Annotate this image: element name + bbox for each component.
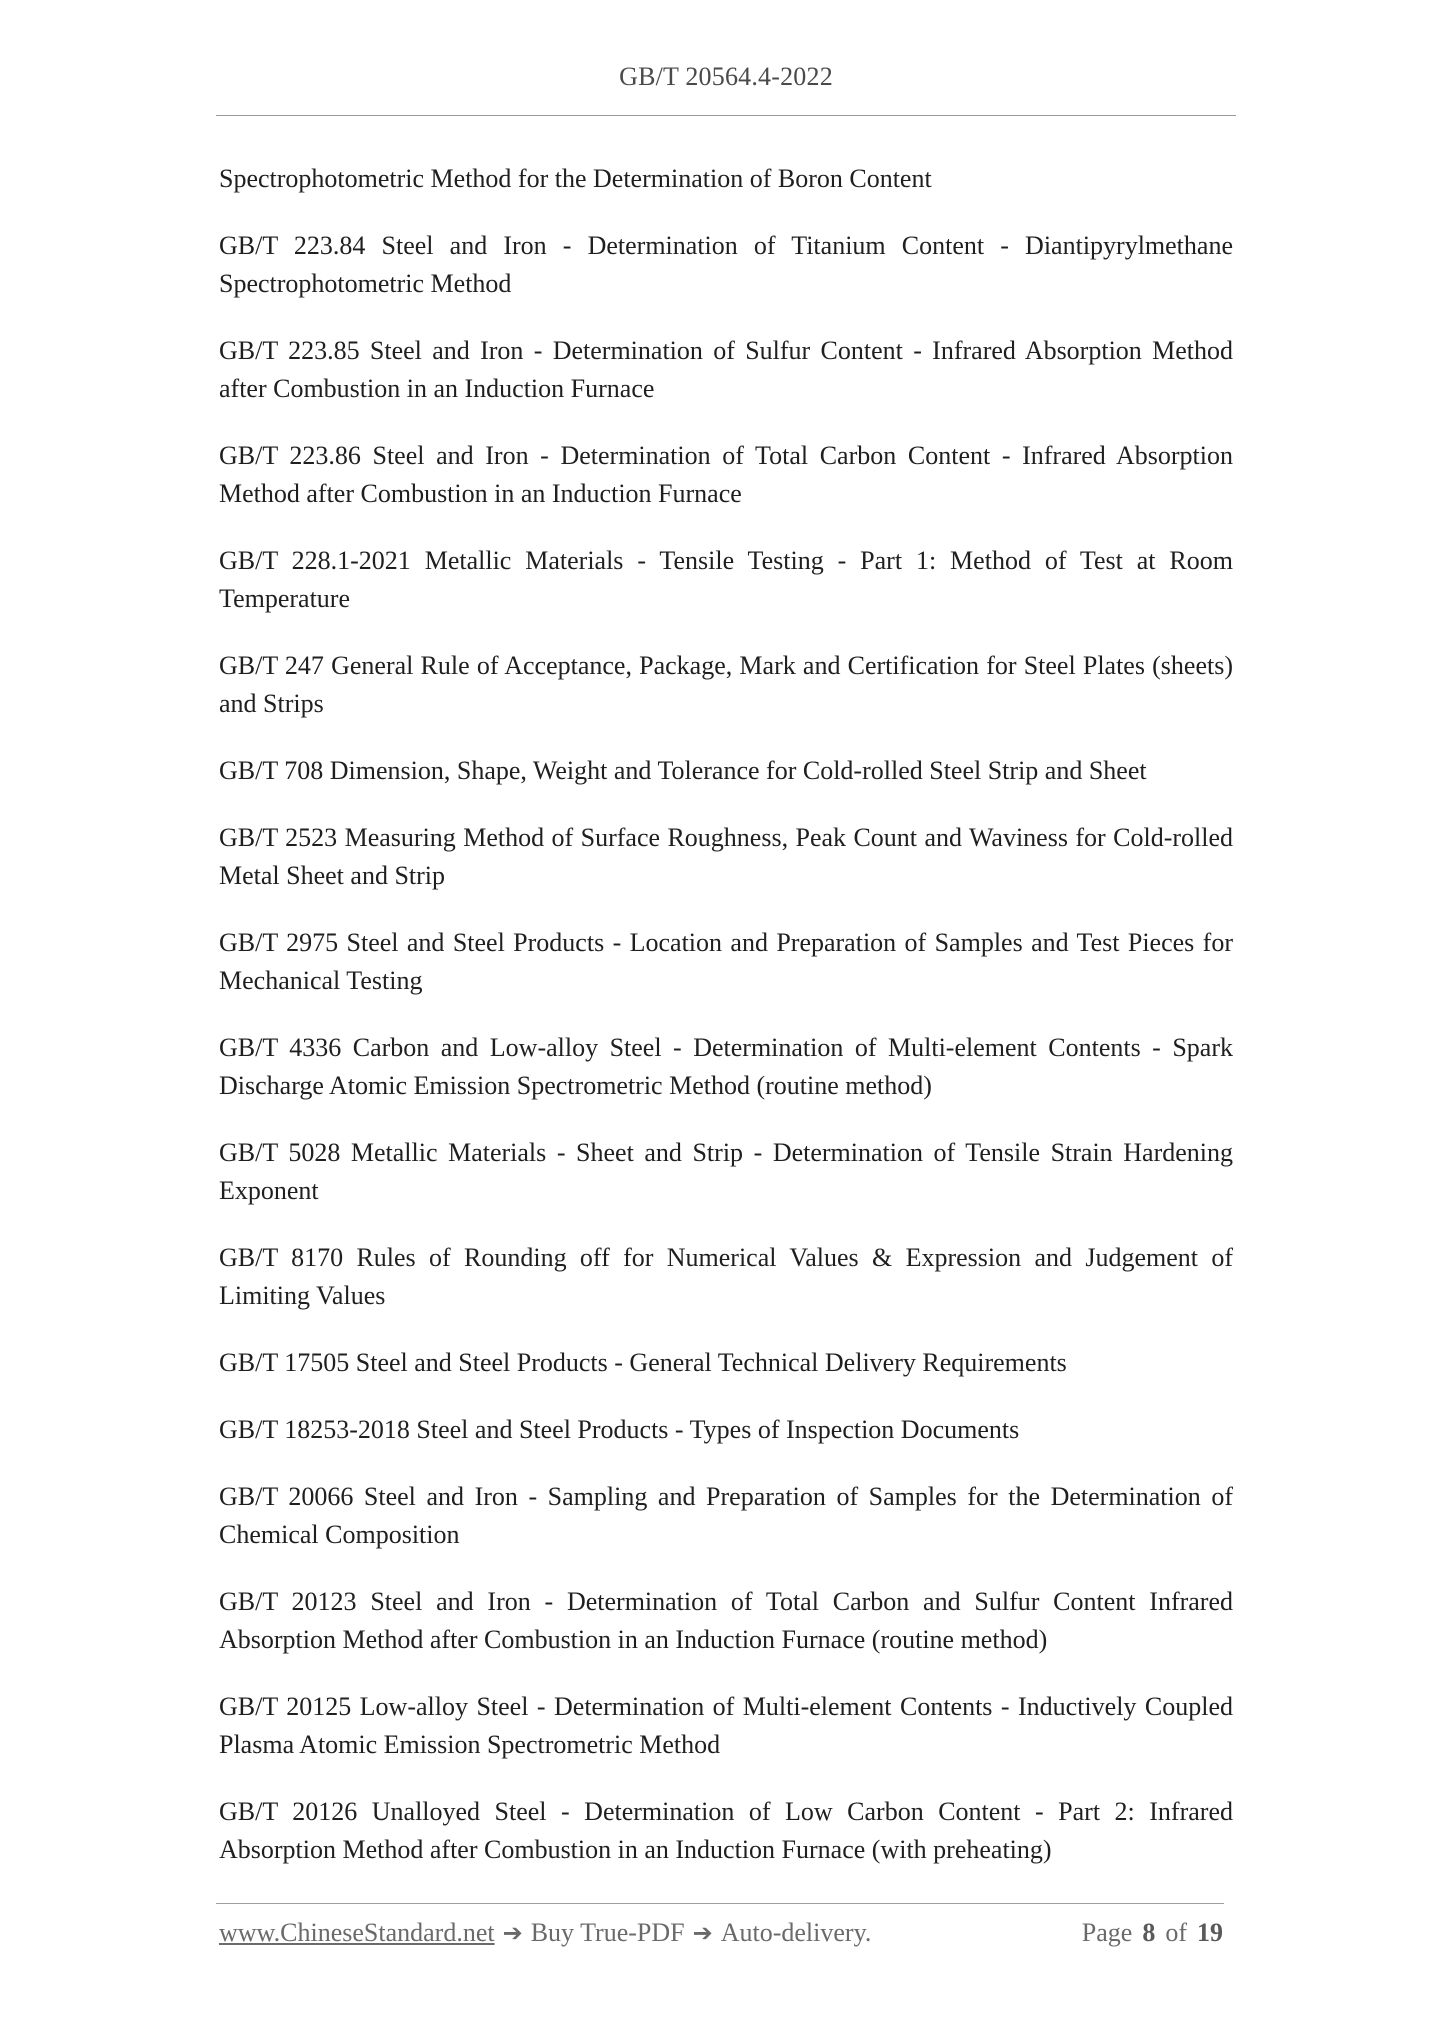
reference-entry: GB/T 4336 Carbon and Low-alloy Steel - Determination of Multi-element Contents - Spark Discharge Atomic Emission Spectrometric Method (routine method) (219, 1033, 1233, 1100)
header-divider (216, 115, 1236, 116)
reference-entry: GB/T 228.1-2021 Metallic Materials - Tensile Testing - Part 1: Method of Test at Room Temperature (219, 546, 1233, 613)
reference-entry: GB/T 20126 Unalloyed Steel - Determination of Low Carbon Content - Part 2: Infrared Absorption Method after Combustion in an Induction Furnace (with preheating) (219, 1797, 1233, 1864)
auto-delivery-text: Auto-delivery. (720, 1918, 872, 1947)
page-counter (1082, 1918, 1223, 1948)
reference-entry: GB/T 17505 Steel and Steel Products - General Technical Delivery Requirements (219, 1348, 1067, 1377)
reference-list (219, 160, 1233, 1898)
page-footer (219, 1918, 1223, 1948)
reference-entry: GB/T 223.86 Steel and Iron - Determination of Total Carbon Content - Infrared Absorption Method after Combustion in an Induction Furnace (219, 441, 1233, 508)
reference-entry: GB/T 223.85 Steel and Iron - Determination of Sulfur Content - Infrared Absorption Method after Combustion in an Induction Furnace (219, 336, 1233, 403)
site-link[interactable]: www.ChineseStandard.net (219, 1918, 495, 1947)
footer-promo (219, 1918, 871, 1948)
reference-entry: GB/T 20123 Steel and Iron - Determination of Total Carbon and Sulfur Content Infrared Absorption Method after Combustion in an Induction Furnace (routine method) (219, 1587, 1233, 1654)
reference-entry: Spectrophotometric Method for the Determination of Boron Content (219, 164, 932, 193)
footer-divider (216, 1903, 1224, 1904)
of-label: of (1165, 1918, 1187, 1947)
reference-entry: GB/T 20066 Steel and Iron - Sampling and Preparation of Samples for the Determination of Chemical Composition (219, 1482, 1233, 1549)
reference-entry: GB/T 20125 Low-alloy Steel - Determination of Multi-element Contents - Inductively Coupled Plasma Atomic Emission Spectrometric Method (219, 1692, 1233, 1759)
page-label: Page (1081, 1918, 1133, 1947)
total-pages-number: 19 (1197, 1918, 1223, 1947)
reference-entry: GB/T 247 General Rule of Acceptance, Package, Mark and Certification for Steel Plates (sheets) and Strips (219, 651, 1233, 718)
current-page-number: 8 (1142, 1918, 1156, 1947)
page-header-title: GB/T 20564.4-2022 (619, 62, 833, 91)
buy-true-pdf-text: Buy True-PDF (530, 1918, 685, 1947)
reference-entry: GB/T 2523 Measuring Method of Surface Roughness, Peak Count and Waviness for Cold-rolled Metal Sheet and Strip (219, 823, 1233, 890)
reference-entry: GB/T 708 Dimension, Shape, Weight and Tolerance for Cold-rolled Steel Strip and Sheet (219, 756, 1147, 785)
right-arrow-icon: ➔ (692, 1919, 713, 1947)
reference-entry: GB/T 2975 Steel and Steel Products - Location and Preparation of Samples and Test Pieces for Mechanical Testing (219, 928, 1233, 995)
reference-entry: GB/T 8170 Rules of Rounding off for Numerical Values & Expression and Judgement of Limiting Values (219, 1243, 1233, 1310)
reference-entry: GB/T 5028 Metallic Materials - Sheet and Strip - Determination of Tensile Strain Hardening Exponent (219, 1138, 1233, 1205)
reference-entry: GB/T 223.84 Steel and Iron - Determination of Titanium Content - Diantipyrylmethane Spectrophotometric Method (219, 231, 1233, 298)
reference-entry: GB/T 18253-2018 Steel and Steel Products - Types of Inspection Documents (219, 1415, 1020, 1444)
right-arrow-icon: ➔ (502, 1919, 523, 1947)
